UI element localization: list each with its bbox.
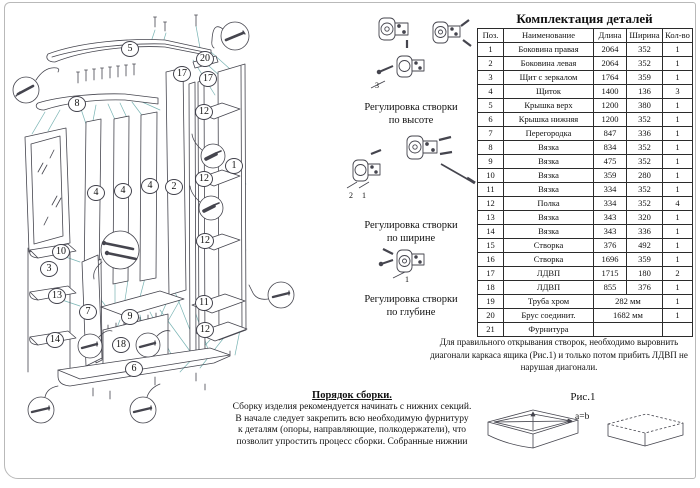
table-cell: 1 [663, 141, 693, 155]
table-row [478, 239, 693, 253]
table-row [478, 267, 693, 281]
table-cell: 376 [594, 239, 627, 253]
table-cell: 847 [594, 127, 627, 141]
table-cell: 352 [627, 57, 663, 71]
table-cell: 336 [627, 127, 663, 141]
table-cell: 352 [627, 155, 663, 169]
table-cell: 834 [594, 141, 627, 155]
table-row [478, 85, 693, 99]
table-cell: 11 [478, 183, 504, 197]
table-cell: 359 [594, 169, 627, 183]
table-cell: 1 [478, 43, 504, 57]
table-cell: 4 [663, 197, 693, 211]
table-cell: 1715 [594, 267, 627, 281]
table-cell: 1 [663, 99, 693, 113]
table-header-cell: Длина [594, 29, 627, 43]
table-cell: 320 [627, 211, 663, 225]
hinge-diagram-depth-icon [345, 246, 477, 288]
table-header-cell: Наименование [504, 29, 594, 43]
table-cell: ЛДВП [504, 267, 594, 281]
table-cell: 1 [663, 183, 693, 197]
adjustment-block-height [345, 14, 477, 130]
table-row [478, 71, 693, 85]
table-cell: 1696 [594, 253, 627, 267]
table-row [478, 253, 693, 267]
table-cell: 492 [627, 239, 663, 253]
table-row [478, 183, 693, 197]
part-number-callout: 12 [196, 233, 214, 249]
table-row [478, 155, 693, 169]
table-cell: 1 [663, 281, 693, 295]
table-row [478, 43, 693, 57]
part-number-callout: 10 [52, 244, 70, 260]
table-row [478, 197, 693, 211]
table-cell: 3 [663, 85, 693, 99]
fig1-label: Рис.1 [570, 391, 596, 403]
table-cell: 3 [478, 71, 504, 85]
part-number-callout: 14 [46, 332, 64, 348]
hinge-screw-label: 1 [362, 191, 366, 200]
table-row [478, 127, 693, 141]
parts-table-body [478, 43, 693, 337]
table-row [478, 141, 693, 155]
table-cell: Полка [504, 197, 594, 211]
table-cell: 336 [627, 225, 663, 239]
table-cell: Перегородка [504, 127, 594, 141]
table-cell: 20 [478, 309, 504, 323]
table-row [478, 169, 693, 183]
table-cell: 376 [627, 281, 663, 295]
table-cell: 1 [663, 239, 693, 253]
table-cell: 1 [663, 71, 693, 85]
table-row [478, 295, 693, 309]
table-header-cell: Ширина [627, 29, 663, 43]
part-number-callout: 12 [196, 322, 214, 338]
hinge-screw-label: 3 [375, 81, 379, 90]
caption-height: Регулировка створки по высоте [364, 102, 458, 126]
part-number-callout: 6 [125, 361, 143, 377]
table-cell: 855 [594, 281, 627, 295]
part-number-callout: 11 [195, 295, 213, 311]
table-cell: 334 [594, 197, 627, 211]
table-cell: 1 [663, 169, 693, 183]
table-cell: 17 [478, 267, 504, 281]
adjustment-block-depth [345, 246, 477, 318]
table-cell: 19 [478, 295, 504, 309]
table-cell: 352 [627, 197, 663, 211]
part-number-callout: 12 [195, 171, 213, 187]
table-cell: 352 [627, 113, 663, 127]
table-cell: Створка [504, 253, 594, 267]
part-number-callout: 5 [121, 41, 139, 57]
table-cell: 7 [478, 127, 504, 141]
table-cell: 282 мм [594, 295, 663, 309]
table-cell: 8 [478, 141, 504, 155]
table-cell: 2064 [594, 57, 627, 71]
part-number-callout: 18 [112, 337, 130, 353]
table-cell: 334 [594, 183, 627, 197]
hinge-diagram-height-icon [345, 14, 477, 96]
part-number-callout: 1 [225, 158, 243, 174]
table-cell: 343 [594, 211, 627, 225]
part-number-callout: 20 [196, 51, 214, 67]
table-cell: Вязка [504, 211, 594, 225]
table-cell: Боковина левая [504, 57, 594, 71]
table-cell: 1 [663, 57, 693, 71]
part-number-callout: 8 [68, 96, 86, 112]
callout-layer [0, 0, 352, 436]
table-cell: Крышка нижняя [504, 113, 594, 127]
table-cell: Щиток [504, 85, 594, 99]
table-cell: 1 [663, 211, 693, 225]
part-number-callout: 4 [114, 183, 132, 199]
table-cell: 16 [478, 253, 504, 267]
table-row [478, 225, 693, 239]
parts-table-container [477, 28, 693, 337]
hinge-diagram-width-icon [345, 130, 477, 214]
table-cell: 180 [627, 267, 663, 281]
hinge-screw-label: 1 [405, 275, 409, 284]
parts-table [477, 28, 693, 337]
table-cell: 380 [627, 99, 663, 113]
table-cell: 1 [663, 113, 693, 127]
diagonal-equality-label: a=b [575, 412, 590, 422]
part-number-callout: 4 [87, 185, 105, 201]
caption-width: Регулировка створки по ширине [364, 220, 458, 244]
part-number-callout: 3 [40, 261, 58, 277]
table-cell [663, 323, 693, 337]
part-number-callout: 4 [141, 178, 159, 194]
table-cell [594, 323, 663, 337]
table-cell: 1764 [594, 71, 627, 85]
table-cell: Боковина правая [504, 43, 594, 57]
table-cell: 1682 мм [594, 309, 663, 323]
table-cell: 2064 [594, 43, 627, 57]
table-cell: 1 [663, 295, 693, 309]
table-cell: 1 [663, 253, 693, 267]
table-row [478, 57, 693, 71]
table-cell: 1200 [594, 113, 627, 127]
table-cell: 359 [627, 253, 663, 267]
table-cell: 1200 [594, 99, 627, 113]
table-row [478, 211, 693, 225]
table-cell: Брус соединит. [504, 309, 594, 323]
table-cell: 343 [594, 225, 627, 239]
table-cell: Труба хром [504, 295, 594, 309]
table-cell: 1 [663, 43, 693, 57]
table-cell: 12 [478, 197, 504, 211]
table-cell: 10 [478, 169, 504, 183]
table-cell: 13 [478, 211, 504, 225]
table-cell: 352 [627, 141, 663, 155]
table-cell: Вязка [504, 155, 594, 169]
table-cell: Вязка [504, 183, 594, 197]
assembly-order-body: Сборку изделия рекомендуется начинать с нижних секций. В начале следует закрепить всю необходимую фурнитуру к деталям (опоры, направляющие, полкодержатели), что позволит упростить процесс сборки. Собранные нижнии [232, 402, 472, 447]
table-cell: 1 [663, 225, 693, 239]
part-number-callout: 17 [173, 66, 191, 82]
table-cell: 2 [478, 57, 504, 71]
table-cell: 21 [478, 323, 504, 337]
table-cell: 6 [478, 113, 504, 127]
table-cell: 5 [478, 99, 504, 113]
table-cell: 14 [478, 225, 504, 239]
table-cell: 18 [478, 281, 504, 295]
table-cell: 136 [627, 85, 663, 99]
table-cell: Фурнитура [504, 323, 594, 337]
exploded-view-area [0, 0, 352, 436]
table-cell: Щит с зеркалом [504, 71, 594, 85]
part-number-callout: 9 [121, 309, 139, 325]
part-number-callout: 13 [48, 288, 66, 304]
table-row [478, 281, 693, 295]
table-cell: 280 [627, 169, 663, 183]
table-cell: Вязка [504, 169, 594, 183]
assembly-order-section [232, 390, 472, 448]
table-cell: 1 [663, 309, 693, 323]
table-cell: 475 [594, 155, 627, 169]
caption-depth: Регулировка створки по глубине [364, 294, 458, 318]
table-row [478, 323, 693, 337]
adjustment-block-width [345, 130, 477, 246]
table-cell: 352 [627, 43, 663, 57]
part-number-callout: 17 [199, 71, 217, 87]
table-cell: 2 [663, 267, 693, 281]
table-cell: 4 [478, 85, 504, 99]
hinge-screw-label: 2 [349, 191, 353, 200]
table-cell: 1 [663, 127, 693, 141]
table-row [478, 309, 693, 323]
table-cell: 359 [627, 71, 663, 85]
table-cell: 1400 [594, 85, 627, 99]
table-header-row [478, 29, 693, 43]
assembly-order-title: Порядок сборки. [312, 390, 392, 401]
table-cell: Вязка [504, 225, 594, 239]
table-row [478, 99, 693, 113]
part-number-callout: 12 [195, 104, 213, 120]
parts-table-title: Комплектация деталей [516, 11, 653, 26]
table-cell: Створка [504, 239, 594, 253]
table-cell: 352 [627, 183, 663, 197]
table-header-cell: Кол-во [663, 29, 693, 43]
table-row [478, 113, 693, 127]
table-cell: 1 [663, 155, 693, 169]
table-cell: ЛДВП [504, 281, 594, 295]
fig1-area [478, 404, 690, 462]
part-number-callout: 7 [79, 304, 97, 320]
opening-note: Для правильного открывания створок, необходимо выровнить диагонали каркаса ящика (Рис.1) и только потом прибить ЛДВП не нарушая диагонали. [430, 337, 688, 372]
table-header-cell: Поз. [478, 29, 504, 43]
part-number-callout: 2 [165, 179, 183, 195]
table-cell: 9 [478, 155, 504, 169]
table-cell: 15 [478, 239, 504, 253]
table-cell: Вязка [504, 141, 594, 155]
table-cell: Крышка верх [504, 99, 594, 113]
